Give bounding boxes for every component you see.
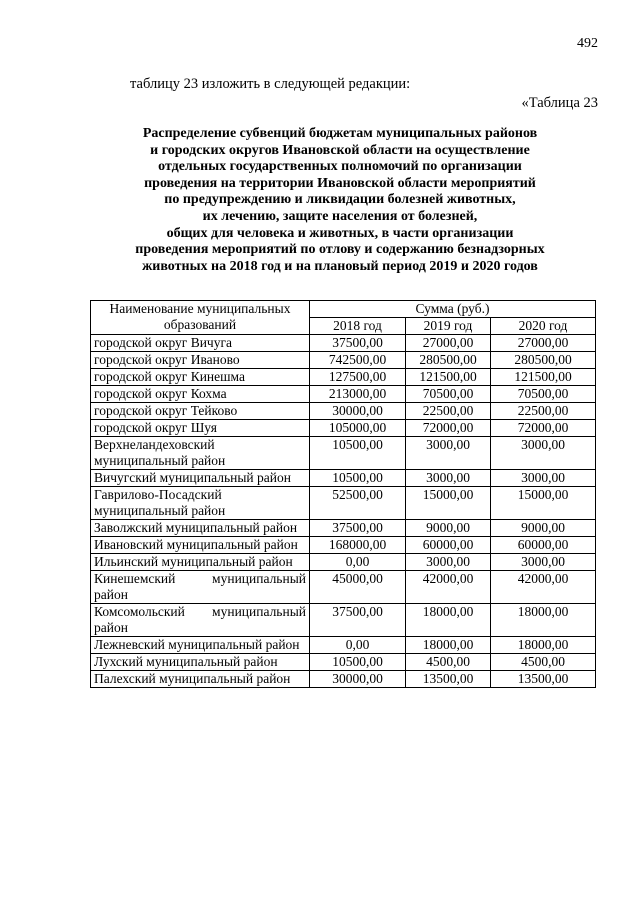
cell-2019: 13500,00 <box>406 671 491 688</box>
cell-2019: 3000,00 <box>406 554 491 571</box>
cell-2019: 280500,00 <box>406 352 491 369</box>
cell-2020: 15000,00 <box>491 487 596 520</box>
cell-2019: 18000,00 <box>406 637 491 654</box>
cell-municipality: Кинешемский муниципальный район <box>91 571 310 604</box>
title-line: Распределение субвенций бюджетам муниципальных районов <box>142 126 538 141</box>
cell-municipality: Лежневский муниципальный район <box>91 637 310 654</box>
cell-municipality: городской округ Вичуга <box>91 335 310 352</box>
cell-2019: 60000,00 <box>406 537 491 554</box>
cell-2020: 3000,00 <box>491 437 596 470</box>
cell-2020: 3000,00 <box>491 470 596 487</box>
table-row <box>91 637 596 654</box>
header-year-2020: 2020 год <box>491 318 596 335</box>
table-row <box>91 352 596 369</box>
cell-2018: 10500,00 <box>310 654 406 671</box>
cell-2018: 0,00 <box>310 554 406 571</box>
cell-2020: 121500,00 <box>491 369 596 386</box>
cell-2020: 60000,00 <box>491 537 596 554</box>
table-reference: «Таблица 23 <box>521 95 598 111</box>
cell-2018: 30000,00 <box>310 671 406 688</box>
cell-2018: 105000,00 <box>310 420 406 437</box>
cell-municipality: Гаврилово-Посадский муниципальный район <box>91 487 310 520</box>
table-row <box>91 386 596 403</box>
title-line: проведения мероприятий по отлову и содержанию безнадзорных <box>135 242 545 258</box>
cell-2020: 4500,00 <box>491 654 596 671</box>
cell-2019: 9000,00 <box>406 520 491 537</box>
cell-2020: 13500,00 <box>491 671 596 688</box>
table-row <box>91 654 596 671</box>
cell-2019: 42000,00 <box>406 571 491 604</box>
cell-2020: 70500,00 <box>491 386 596 403</box>
cell-2019: 4500,00 <box>406 654 491 671</box>
intro-text: таблицу 23 изложить в следующей редакции: <box>130 76 411 92</box>
cell-2018: 0,00 <box>310 637 406 654</box>
cell-municipality: городской округ Кинешма <box>91 369 310 386</box>
cell-2020: 280500,00 <box>491 352 596 369</box>
title-line: проведения на территории Ивановской области мероприятий <box>144 175 536 191</box>
cell-2019: 3000,00 <box>406 470 491 487</box>
cell-municipality: городской округ Шуя <box>91 420 310 437</box>
cell-municipality: Заволжский муниципальный район <box>91 520 310 537</box>
cell-municipality: городской округ Кохма <box>91 386 310 403</box>
cell-2018: 37500,00 <box>310 520 406 537</box>
cell-2019: 121500,00 <box>406 369 491 386</box>
table-row <box>91 604 596 637</box>
cell-2019: 18000,00 <box>406 604 491 637</box>
cell-2018: 37500,00 <box>310 335 406 352</box>
cell-2020: 9000,00 <box>491 520 596 537</box>
table-row <box>91 470 596 487</box>
table-row <box>91 403 596 420</box>
cell-municipality: Верхнеландеховский муниципальный район <box>91 437 310 470</box>
table-row <box>91 554 596 571</box>
header-year-2018: 2018 год <box>310 318 406 335</box>
title-line: их лечению, защите населения от болезней, <box>202 208 478 224</box>
cell-2019: 70500,00 <box>406 386 491 403</box>
cell-2020: 18000,00 <box>491 637 596 654</box>
cell-2019: 27000,00 <box>406 335 491 352</box>
table-row <box>91 369 596 386</box>
cell-2020: 22500,00 <box>491 403 596 420</box>
title-line: животных на 2018 год и на плановый период 2019 и 2020 годов <box>142 258 538 274</box>
cell-2018: 37500,00 <box>310 604 406 637</box>
cell-2019: 15000,00 <box>406 487 491 520</box>
cell-municipality: Лухский муниципальный район <box>91 654 310 671</box>
cell-2018: 742500,00 <box>310 352 406 369</box>
header-municipality: Наименование муниципальных образований <box>91 301 310 335</box>
cell-2018: 213000,00 <box>310 386 406 403</box>
header-year-2019: 2019 год <box>406 318 491 335</box>
cell-2019: 22500,00 <box>406 403 491 420</box>
cell-municipality: Комсомольский муниципальный район <box>91 604 310 637</box>
cell-municipality: Вичугский муниципальный район <box>91 470 310 487</box>
title-line: общих для человека и животных, в части организации <box>166 225 514 241</box>
cell-2020: 27000,00 <box>491 335 596 352</box>
cell-2020: 18000,00 <box>491 604 596 637</box>
table-row <box>91 487 596 520</box>
cell-2019: 3000,00 <box>406 437 491 470</box>
cell-municipality: Палехский муниципальный район <box>91 671 310 688</box>
subvention-table <box>90 300 596 688</box>
cell-2018: 45000,00 <box>310 571 406 604</box>
cell-2020: 3000,00 <box>491 554 596 571</box>
page-number: 492 <box>577 36 598 51</box>
header-sum: Сумма (руб.) <box>310 301 596 318</box>
cell-2018: 168000,00 <box>310 537 406 554</box>
document-title <box>80 126 600 275</box>
title-line: по предупреждению и ликвидации болезней животных, <box>164 192 516 208</box>
cell-2018: 52500,00 <box>310 487 406 520</box>
table-row <box>91 671 596 688</box>
cell-2020: 42000,00 <box>491 571 596 604</box>
table-row <box>91 537 596 554</box>
title-line: и городских округов Ивановской области на осуществление <box>150 142 530 158</box>
table-row <box>91 571 596 604</box>
title-line: отдельных государственных полномочий по организации <box>158 159 522 175</box>
cell-2018: 30000,00 <box>310 403 406 420</box>
cell-2018: 127500,00 <box>310 369 406 386</box>
cell-municipality: городской округ Тейково <box>91 403 310 420</box>
cell-municipality: городской округ Иваново <box>91 352 310 369</box>
table-row <box>91 437 596 470</box>
table-row <box>91 335 596 352</box>
cell-municipality: Ивановский муниципальный район <box>91 537 310 554</box>
cell-2019: 72000,00 <box>406 420 491 437</box>
table-row <box>91 420 596 437</box>
cell-municipality: Ильинский муниципальный район <box>91 554 310 571</box>
cell-2020: 72000,00 <box>491 420 596 437</box>
cell-2018: 10500,00 <box>310 470 406 487</box>
table-row <box>91 520 596 537</box>
table-body <box>91 335 596 688</box>
cell-2018: 10500,00 <box>310 437 406 470</box>
